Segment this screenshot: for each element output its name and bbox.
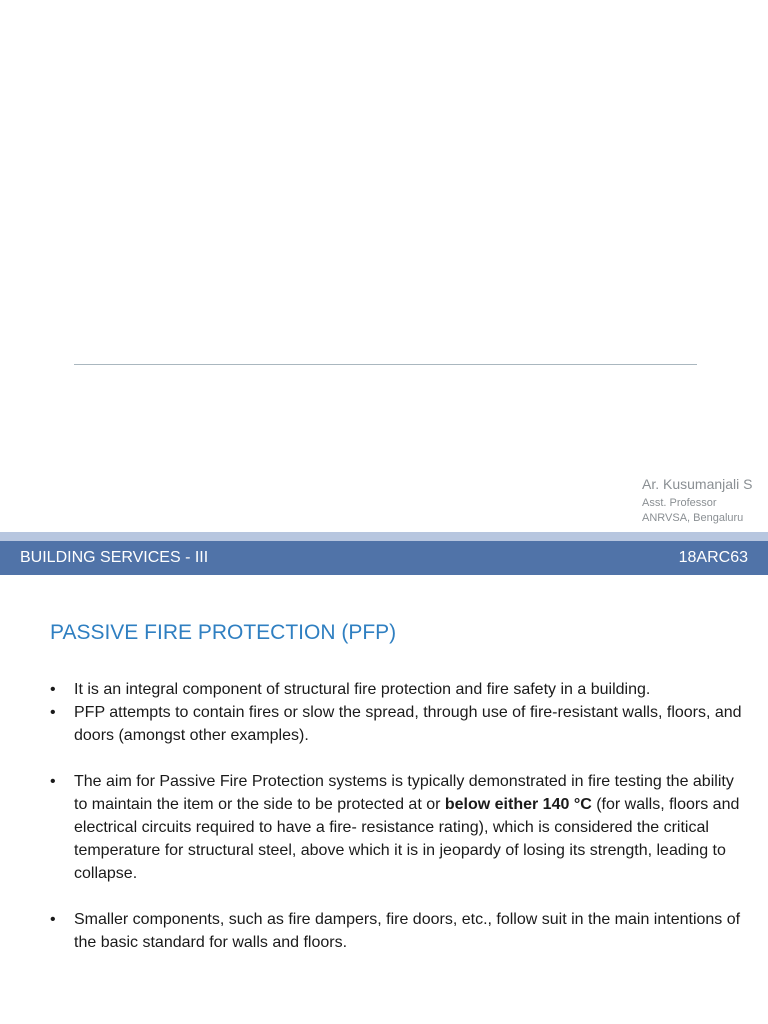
bullet-item	[50, 770, 745, 885]
divider-line	[74, 364, 697, 365]
author-organization: ANRVSA, Bengaluru	[642, 512, 744, 524]
bullet-text-bold: below either 140 °C	[444, 796, 592, 813]
course-code: 18ARC63	[678, 549, 748, 566]
course-name: BUILDING SERVICES - III	[20, 549, 209, 566]
bullet-icon: •	[50, 704, 56, 721]
bullet-text: Smaller components, such as fire dampers, fire doors, etc., follow suit in the main intentions of the basic standard for walls and floors.	[74, 911, 741, 951]
bullet-text: It is an integral component of structural fire protection and fire safety in a building.	[74, 681, 651, 698]
bullet-icon: •	[50, 911, 56, 928]
bullet-item	[50, 678, 745, 701]
bullet-text-part: (for walls, floors and electrical circuits required to have a fire- resistance rating), which is considered the critical temperature for structural steel, above which it is in jeopardy of losing its strength, leading to collapse.	[74, 796, 740, 882]
bullet-item	[50, 701, 745, 747]
bullet-icon: •	[50, 773, 56, 790]
author-name: Ar. Kusumanjali S	[642, 476, 753, 492]
bullet-item	[50, 908, 745, 954]
header-band-accent	[0, 532, 768, 541]
header-band	[0, 541, 768, 575]
bullet-list	[50, 678, 745, 954]
author-block	[642, 474, 768, 526]
slide-title: PASSIVE FIRE PROTECTION (PFP)	[50, 621, 397, 644]
author-role: Asst. Professor	[642, 497, 717, 509]
bullet-icon: •	[50, 681, 56, 698]
bullet-text-part: The aim for Passive Fire Protection systems is typically demonstrated in fire testing the ability to maintain the item or the side to be protected at or	[74, 773, 734, 813]
bullet-text: PFP attempts to contain fires or slow the spread, through use of fire-resistant walls, floors, and doors (amongst other examples).	[74, 704, 742, 744]
